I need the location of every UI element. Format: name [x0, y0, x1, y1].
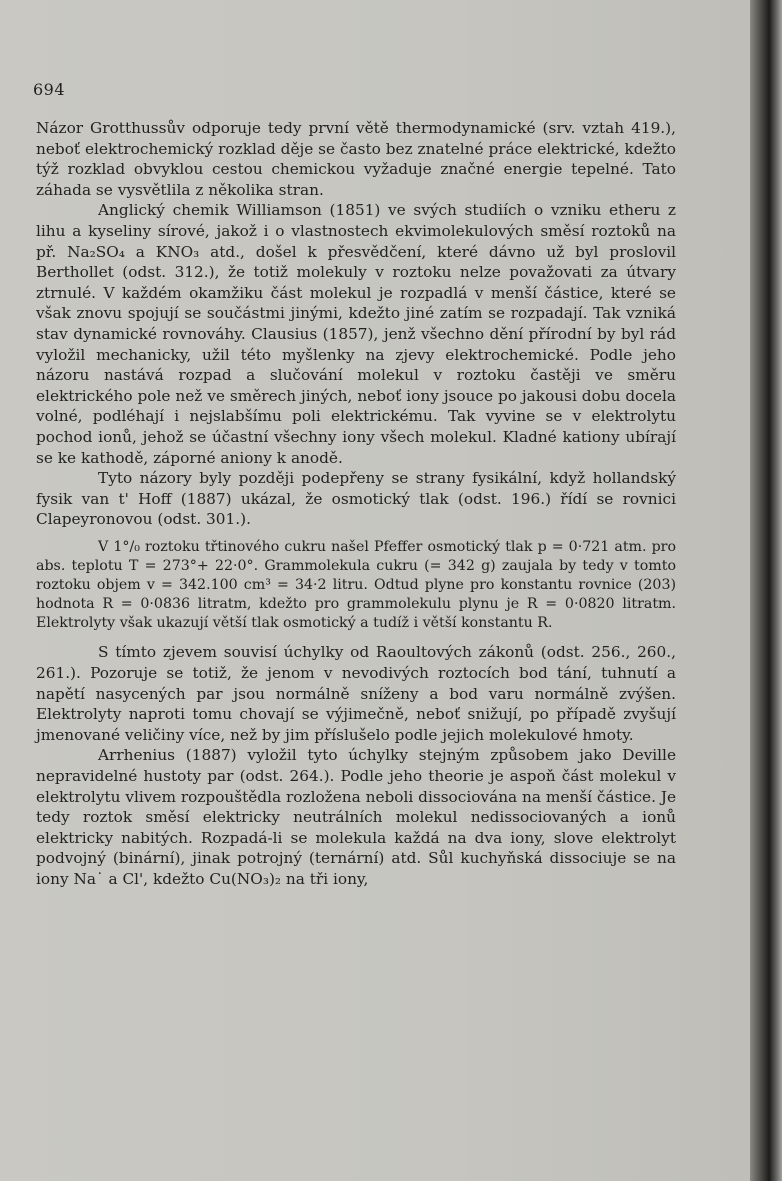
page-number: 694 [33, 80, 66, 99]
paragraph-5: S tímto zjevem souvisí úchylky od Raoultových zákonů (odst. 256., 260., 261.). Pozoruje se totiž, že jenom v nevodivých roztocích bod tání, tuhnutí a napětí nasycených par jsou normálně sníženy a bod varu normálně zvýšen. Elektrolyty naproti tomu chovají se výjimečně, neboť snižují, po případě zvyšují jmenované veličiny více, než by jim příslušelo podle jejich molekulové hmoty. [36, 643, 676, 744]
paragraph-3: Tyto názory byly později podepřeny se strany fysikální, když hollandský fysik van t' Hoff (1887) ukázal, že osmotický tlak (odst. 196.) řídí se rovnici Clapeyronovou (odst. 301.). [36, 469, 676, 529]
body-text [36, 118, 676, 890]
paragraph-1: Názor Grotthussův odporuje tedy první větě thermodynamické (srv. vztah 419.), neboť elektrochemický rozklad děje se často bez znatelné práce elektrické, kdežto týž rozklad obvyklou cestou chemickou vyžaduje značné energie tepelné. Tato záhada se vysvětlila z několika stran. [36, 119, 676, 199]
book-binding-shadow [750, 0, 782, 1181]
paragraph-2: Anglický chemik Williamson (1851) ve svých studiích o vzniku etheru z lihu a kyseliny sírové, jakož i o vlastnostech ekvimolekulových směsí roztoků na př. Na₂SO₄ a KNO₃ atd., došel k přesvědčení, které dávno už byl proslovil Berthollet (odst. 312.), že totiž molekuly v roztoku nelze považovati za útvary ztrnulé. V každém okamžiku část molekul je rozpadlá v menší částice, které se však znovu spojují se součástmi jinými, kdežto jiné zatím se rozpadají. Tak vzniká stav dynamické rovnováhy. Clausius (1857), jenž všechno dění přírodní by byl rád vyložil mechanicky, užil této myšlenky na zjevy elektrochemické. Podle jeho názoru nastává rozpad a slučování molekul v roztoku častěji ve směru elektrického pole než ve směrech jiných, neboť iony jsouce po jakousi dobu docela volné, podléhají i nejslabšímu poli elektrickému. Tak vyvine se v elektrolytu pochod ionů, jehož se účastní všechny iony všech molekul. Kladné kationy ubírají se ke kathodě, záporné aniony k anodě. [36, 201, 676, 467]
paragraph-4-small-print: V 1°/₀ roztoku třtinového cukru našel Pfeffer osmotický tlak p = 0·721 atm. pro abs. teplotu T = 273°+ 22·0°. Grammolekula cukru (= 342 g) zaujala by tedy v tomto roztoku objem v = 342.100 cm³ = 34·2 litru. Odtud plyne pro konstantu rovnice (203) hodnota R = 0·0836 litratm, kdežto pro grammolekulu plynu je R = 0·0820 litratm. Elektrolyty však ukazují větší tlak osmotický a tudíž i větší konstantu R. [36, 538, 676, 631]
paragraph-6: Arrhenius (1887) vyložil tyto úchylky stejným způsobem jako Deville nepravidelné hustoty par (odst. 264.). Podle jeho theorie je aspoň část molekul v elektrolytu vlivem rozpouštědla rozložena neboli dissociována na menší částice. Je tedy roztok směsí elektricky neutrálních molekul nedissociovaných a ionů elektricky nabitých. Rozpadá-li se molekula každá na dva iony, slove elektrolyt podvojný (binární), jinak potrojný (ternární) atd. Sůl kuchyňská dissociuje se na iony Na˙ a Cl', kdežto Cu(NO₃)₂ na tři iony, [36, 746, 676, 888]
